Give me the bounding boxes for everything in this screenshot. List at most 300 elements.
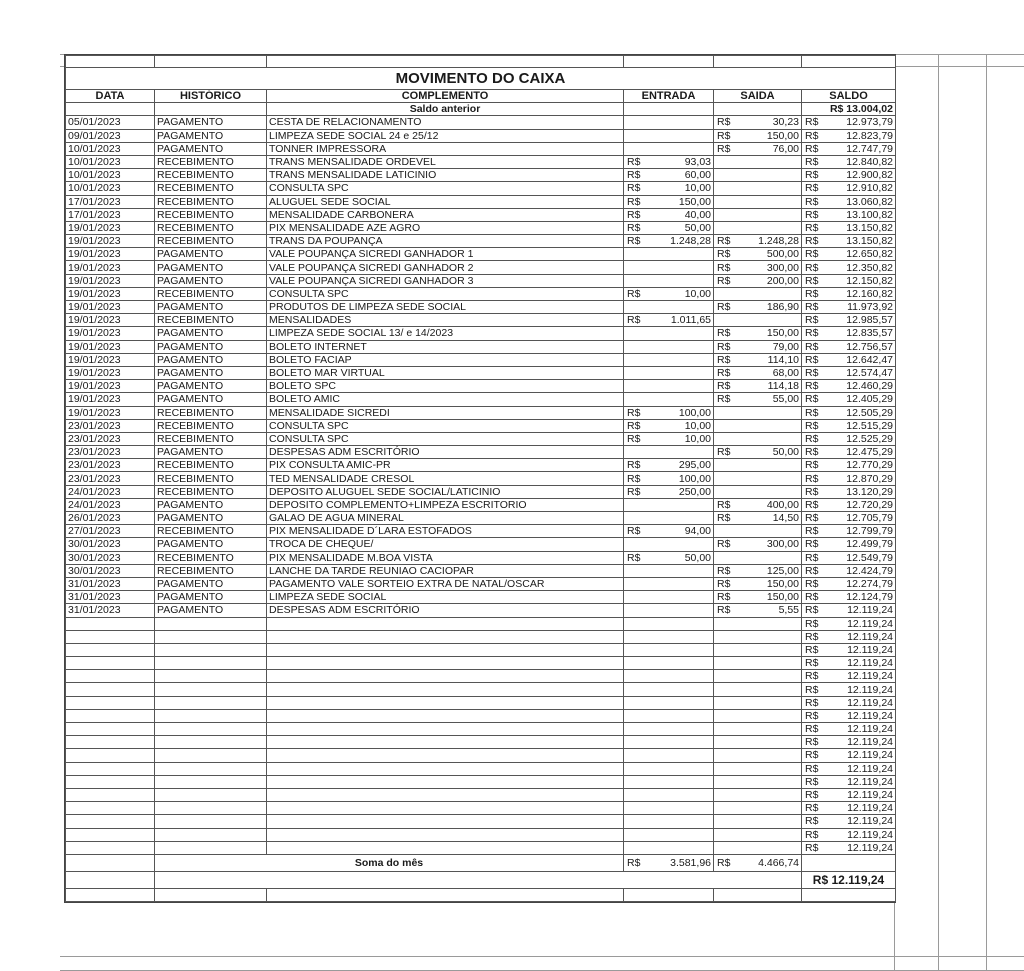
empty-row bbox=[66, 643, 896, 656]
empty-row-saldo-value: 12.119,24 bbox=[847, 762, 893, 775]
row-saldo-money bbox=[804, 341, 893, 353]
row-saldo-money bbox=[804, 248, 893, 260]
empty-row-saldo bbox=[802, 749, 896, 762]
row-saldo-money bbox=[804, 130, 893, 142]
row-entrada-money bbox=[626, 209, 711, 221]
row-entrada bbox=[624, 406, 714, 419]
row-entrada-value: 10,00 bbox=[684, 432, 711, 445]
row-date: 19/01/2023 bbox=[66, 366, 155, 379]
row-complemento: MENSALIDADE CARBONERA bbox=[267, 208, 624, 221]
row-saldo-money bbox=[804, 552, 893, 564]
table-row bbox=[66, 591, 896, 604]
row-historico: RECEBIMENTO bbox=[155, 169, 267, 182]
row-saldo-money bbox=[804, 591, 893, 603]
empty-cell bbox=[155, 709, 267, 722]
row-entrada-value: 1.011,65 bbox=[670, 314, 711, 327]
row-entrada-money bbox=[626, 525, 711, 537]
row-date: 19/01/2023 bbox=[66, 380, 155, 393]
empty-cell bbox=[66, 888, 155, 901]
row-complemento: LIMPEZA SEDE SOCIAL 13/ e 14/2023 bbox=[267, 327, 624, 340]
empty-cell bbox=[155, 723, 267, 736]
row-entrada-money bbox=[626, 196, 711, 208]
table-row bbox=[66, 498, 896, 511]
row-saldo-money bbox=[804, 235, 893, 247]
row-saldo-money bbox=[804, 209, 893, 221]
row-date: 10/01/2023 bbox=[66, 169, 155, 182]
currency-symbol: R$ bbox=[805, 604, 819, 617]
row-saldo bbox=[802, 195, 896, 208]
empty-cell bbox=[155, 749, 267, 762]
currency-symbol: R$ bbox=[717, 604, 731, 617]
empty-row-saldo bbox=[802, 657, 896, 670]
row-saldo bbox=[802, 472, 896, 485]
row-saldo-money bbox=[804, 446, 893, 458]
row-date: 23/01/2023 bbox=[66, 472, 155, 485]
row-complemento: PRODUTOS DE LIMPEZA SEDE SOCIAL bbox=[267, 301, 624, 314]
row-historico: PAGAMENTO bbox=[155, 393, 267, 406]
row-entrada-value: 10,00 bbox=[684, 287, 711, 300]
row-saida-money bbox=[716, 604, 799, 616]
empty-cell bbox=[714, 696, 802, 709]
empty-cell bbox=[267, 657, 624, 670]
row-historico: PAGAMENTO bbox=[155, 261, 267, 274]
row-saida-money bbox=[716, 499, 799, 511]
empty-row-saldo-money bbox=[804, 710, 893, 722]
currency-symbol: R$ bbox=[627, 208, 641, 221]
empty-cell bbox=[624, 643, 714, 656]
table-row bbox=[66, 353, 896, 366]
row-entrada bbox=[624, 551, 714, 564]
empty-cell bbox=[624, 709, 714, 722]
currency-symbol: R$ bbox=[805, 156, 819, 169]
currency-symbol: R$ bbox=[805, 314, 819, 327]
currency-symbol: R$ bbox=[805, 353, 819, 366]
empty-cell bbox=[714, 709, 802, 722]
empty-cell bbox=[714, 841, 802, 854]
currency-symbol: R$ bbox=[627, 156, 641, 169]
empty-cell bbox=[624, 775, 714, 788]
row-historico: RECEBIMENTO bbox=[155, 221, 267, 234]
empty-cell bbox=[714, 749, 802, 762]
row-saldo-value: 12.515,29 bbox=[846, 419, 893, 432]
empty-row-saldo-money bbox=[804, 815, 893, 827]
empty-cell bbox=[714, 828, 802, 841]
empty-row-saldo-money bbox=[804, 802, 893, 814]
empty-row-saldo-value: 12.119,24 bbox=[847, 643, 893, 656]
row-entrada bbox=[624, 419, 714, 432]
row-saldo-value: 12.770,29 bbox=[846, 459, 893, 472]
row-saldo-value: 12.499,79 bbox=[846, 538, 893, 551]
currency-symbol: R$ bbox=[805, 287, 819, 300]
row-complemento: CONSULTA SPC bbox=[267, 432, 624, 445]
row-saldo-value: 12.505,29 bbox=[846, 406, 893, 419]
table-row bbox=[66, 419, 896, 432]
row-saida bbox=[714, 248, 802, 261]
row-complemento: TRANS DA POUPANÇA bbox=[267, 235, 624, 248]
row-saldo bbox=[802, 182, 896, 195]
currency-symbol: R$ bbox=[805, 208, 819, 221]
row-saldo bbox=[802, 446, 896, 459]
empty-cell bbox=[714, 888, 802, 901]
row-entrada bbox=[624, 353, 714, 366]
empty-cell bbox=[155, 657, 267, 670]
row-entrada-value: 1.248,28 bbox=[670, 235, 711, 248]
row-saida-value: 5,55 bbox=[778, 604, 799, 617]
empty-row bbox=[66, 736, 896, 749]
row-date: 23/01/2023 bbox=[66, 419, 155, 432]
row-saldo-money bbox=[804, 354, 893, 366]
row-saldo-money bbox=[804, 380, 893, 392]
row-saldo-value: 12.525,29 bbox=[846, 432, 893, 445]
row-entrada bbox=[624, 221, 714, 234]
row-saldo-value: 12.475,29 bbox=[846, 446, 893, 459]
row-saida-value: 14,50 bbox=[772, 512, 799, 525]
final-saldo: R$ 12.119,24 bbox=[802, 871, 896, 888]
row-entrada bbox=[624, 340, 714, 353]
row-saldo-money bbox=[804, 407, 893, 419]
currency-symbol: R$ bbox=[805, 564, 819, 577]
empty-row-saldo-money bbox=[804, 829, 893, 841]
row-saida bbox=[714, 327, 802, 340]
row-saida bbox=[714, 353, 802, 366]
empty-cell bbox=[66, 657, 155, 670]
row-saldo-value: 12.424,79 bbox=[846, 564, 893, 577]
empty-row bbox=[66, 775, 896, 788]
row-saldo bbox=[802, 551, 896, 564]
totals-saida bbox=[714, 854, 802, 871]
row-entrada-money bbox=[626, 314, 711, 326]
empty-row-saldo-money bbox=[804, 644, 893, 656]
empty-row-saldo bbox=[802, 630, 896, 643]
row-complemento: CONSULTA SPC bbox=[267, 182, 624, 195]
row-historico: PAGAMENTO bbox=[155, 327, 267, 340]
table-row bbox=[66, 604, 896, 617]
row-saida-value: 30,23 bbox=[772, 116, 799, 129]
currency-symbol: R$ bbox=[627, 472, 641, 485]
row-historico: PAGAMENTO bbox=[155, 274, 267, 287]
row-saida bbox=[714, 340, 802, 353]
row-historico: PAGAMENTO bbox=[155, 340, 267, 353]
currency-symbol: R$ bbox=[627, 182, 641, 195]
currency-symbol: R$ bbox=[717, 116, 731, 129]
empty-row-saldo-money bbox=[804, 670, 893, 682]
row-historico: RECEBIMENTO bbox=[155, 314, 267, 327]
table-row bbox=[66, 432, 896, 445]
row-saida-value: 68,00 bbox=[772, 367, 799, 380]
empty-row-saldo bbox=[802, 762, 896, 775]
row-date: 17/01/2023 bbox=[66, 208, 155, 221]
row-entrada-value: 100,00 bbox=[678, 406, 711, 419]
header-data: DATA bbox=[66, 90, 155, 103]
empty-row-saldo-value: 12.119,24 bbox=[847, 749, 893, 762]
table-row bbox=[66, 116, 896, 129]
currency-symbol: R$ bbox=[627, 314, 641, 327]
currency-symbol: R$ bbox=[717, 340, 731, 353]
empty-cell bbox=[714, 657, 802, 670]
currency-symbol: R$ bbox=[717, 248, 731, 261]
row-saida-value: 300,00 bbox=[766, 538, 799, 551]
title-row bbox=[66, 68, 896, 90]
row-date: 23/01/2023 bbox=[66, 432, 155, 445]
currency-symbol: R$ bbox=[717, 393, 731, 406]
row-saida bbox=[714, 116, 802, 129]
row-entrada-money bbox=[626, 169, 711, 181]
row-saida-money bbox=[716, 367, 799, 379]
row-historico: PAGAMENTO bbox=[155, 116, 267, 129]
empty-cell bbox=[66, 802, 155, 815]
empty-row-saldo bbox=[802, 709, 896, 722]
empty-cell bbox=[624, 788, 714, 801]
row-saida-money bbox=[716, 512, 799, 524]
row-entrada-value: 94,00 bbox=[684, 525, 711, 538]
empty-cell bbox=[267, 828, 624, 841]
empty-row bbox=[66, 630, 896, 643]
row-saida-money bbox=[716, 327, 799, 339]
table-row bbox=[66, 129, 896, 142]
table-row bbox=[66, 274, 896, 287]
empty-cell bbox=[267, 670, 624, 683]
row-saida-value: 150,00 bbox=[766, 327, 799, 340]
row-saida-money bbox=[716, 130, 799, 142]
row-saida bbox=[714, 538, 802, 551]
row-saldo-value: 11.973,92 bbox=[847, 301, 893, 314]
empty-cell bbox=[66, 617, 155, 630]
currency-symbol: R$ bbox=[717, 380, 731, 393]
row-complemento: TED MENSALIDADE CRESOL bbox=[267, 472, 624, 485]
row-saida-value: 150,00 bbox=[766, 578, 799, 591]
row-saldo-value: 12.549,79 bbox=[846, 551, 893, 564]
row-historico: RECEBIMENTO bbox=[155, 551, 267, 564]
empty-cell bbox=[267, 815, 624, 828]
empty-cell bbox=[714, 630, 802, 643]
empty-row-saldo-money bbox=[804, 723, 893, 735]
currency-symbol: R$ bbox=[805, 261, 819, 274]
empty-cell bbox=[624, 657, 714, 670]
header-saida: SAIDA bbox=[714, 90, 802, 103]
table-row bbox=[66, 564, 896, 577]
empty-cell bbox=[624, 815, 714, 828]
row-saldo bbox=[802, 498, 896, 511]
empty-cell bbox=[66, 871, 155, 888]
row-saida bbox=[714, 142, 802, 155]
empty-row-saldo-value: 12.119,24 bbox=[847, 815, 893, 828]
currency-symbol: R$ bbox=[805, 446, 819, 459]
currency-symbol: R$ bbox=[805, 670, 819, 683]
row-date: 27/01/2023 bbox=[66, 525, 155, 538]
row-saldo-money bbox=[804, 486, 893, 498]
row-date: 19/01/2023 bbox=[66, 274, 155, 287]
row-historico: PAGAMENTO bbox=[155, 498, 267, 511]
row-complemento: VALE POUPANÇA SICREDI GANHADOR 1 bbox=[267, 248, 624, 261]
empty-row-saldo-value: 12.119,24 bbox=[847, 696, 893, 709]
row-entrada-value: 295,00 bbox=[678, 459, 711, 472]
row-saldo-value: 12.900,82 bbox=[846, 169, 893, 182]
table-row bbox=[66, 221, 896, 234]
row-saldo-value: 12.405,29 bbox=[846, 393, 893, 406]
row-saida-money bbox=[716, 538, 799, 550]
totals-entrada bbox=[624, 854, 714, 871]
row-saldo-value: 12.574,47 bbox=[846, 367, 893, 380]
empty-cell bbox=[267, 617, 624, 630]
empty-cell bbox=[624, 683, 714, 696]
saldo-anterior-row bbox=[66, 103, 896, 116]
row-complemento: PIX CONSULTA AMIC-PR bbox=[267, 459, 624, 472]
currency-symbol: R$ bbox=[805, 235, 819, 248]
row-complemento: DEPOSITO ALUGUEL SEDE SOCIAL/LATICINIO bbox=[267, 485, 624, 498]
row-saldo bbox=[802, 116, 896, 129]
currency-symbol: R$ bbox=[627, 235, 641, 248]
totals-saida-value: 4.466,74 bbox=[758, 856, 799, 869]
row-saida-money bbox=[716, 446, 799, 458]
row-saida-money bbox=[716, 301, 799, 313]
currency-symbol: R$ bbox=[627, 406, 641, 419]
table-row bbox=[66, 208, 896, 221]
row-saida bbox=[714, 472, 802, 485]
row-saida-value: 125,00 bbox=[766, 564, 799, 577]
row-historico: PAGAMENTO bbox=[155, 512, 267, 525]
empty-cell bbox=[714, 617, 802, 630]
row-entrada bbox=[624, 577, 714, 590]
table-row bbox=[66, 525, 896, 538]
empty-cell bbox=[802, 888, 896, 901]
currency-symbol: R$ bbox=[627, 856, 641, 869]
empty-cell bbox=[714, 723, 802, 736]
currency-symbol: R$ bbox=[805, 802, 819, 815]
row-historico: RECEBIMENTO bbox=[155, 472, 267, 485]
row-entrada-value: 50,00 bbox=[684, 551, 711, 564]
empty-cell bbox=[267, 643, 624, 656]
row-saida bbox=[714, 604, 802, 617]
row-saida bbox=[714, 498, 802, 511]
empty-row-saldo-value: 12.119,24 bbox=[847, 617, 893, 630]
row-saldo-money bbox=[804, 459, 893, 471]
row-entrada-money bbox=[626, 288, 711, 300]
empty-cell bbox=[267, 749, 624, 762]
row-entrada-money bbox=[626, 182, 711, 194]
row-entrada-money bbox=[626, 552, 711, 564]
row-historico: PAGAMENTO bbox=[155, 142, 267, 155]
row-saldo-value: 12.823,79 bbox=[846, 129, 893, 142]
empty-row-saldo-money bbox=[804, 618, 893, 630]
row-saldo bbox=[802, 287, 896, 300]
table-row bbox=[66, 406, 896, 419]
row-saldo-value: 12.119,24 bbox=[847, 604, 893, 617]
row-saldo-value: 13.150,82 bbox=[846, 221, 893, 234]
table-row bbox=[66, 340, 896, 353]
row-saida-value: 400,00 bbox=[766, 498, 799, 511]
currency-symbol: R$ bbox=[805, 432, 819, 445]
row-saida bbox=[714, 525, 802, 538]
sheet-title: MOVIMENTO DO CAIXA bbox=[66, 68, 896, 90]
row-saida bbox=[714, 577, 802, 590]
row-saldo-money bbox=[804, 288, 893, 300]
row-entrada bbox=[624, 235, 714, 248]
currency-symbol: R$ bbox=[717, 261, 731, 274]
row-saida-money bbox=[716, 393, 799, 405]
empty-cell bbox=[155, 828, 267, 841]
table-row bbox=[66, 301, 896, 314]
row-complemento: VALE POUPANÇA SICREDI GANHADOR 2 bbox=[267, 261, 624, 274]
row-entrada-money bbox=[626, 407, 711, 419]
table-row bbox=[66, 393, 896, 406]
row-saida bbox=[714, 274, 802, 287]
row-entrada bbox=[624, 591, 714, 604]
row-entrada bbox=[624, 498, 714, 511]
row-saldo-value: 12.650,82 bbox=[846, 248, 893, 261]
currency-symbol: R$ bbox=[717, 512, 731, 525]
currency-symbol: R$ bbox=[805, 169, 819, 182]
empty-cell bbox=[267, 723, 624, 736]
table-row bbox=[66, 195, 896, 208]
currency-symbol: R$ bbox=[805, 498, 819, 511]
row-complemento: PIX MENSALIDADE M.BOA VISTA bbox=[267, 551, 624, 564]
row-saida bbox=[714, 221, 802, 234]
row-saldo bbox=[802, 235, 896, 248]
saldo-anterior-value: R$ 13.004,02 bbox=[802, 103, 896, 116]
totals-entrada-money bbox=[626, 855, 711, 871]
empty-cell bbox=[155, 871, 802, 888]
currency-symbol: R$ bbox=[717, 301, 731, 314]
row-entrada bbox=[624, 169, 714, 182]
currency-symbol: R$ bbox=[805, 578, 819, 591]
row-saldo-money bbox=[804, 473, 893, 485]
row-entrada bbox=[624, 393, 714, 406]
row-saldo-value: 12.705,79 bbox=[846, 512, 893, 525]
empty-cell bbox=[267, 630, 624, 643]
row-date: 09/01/2023 bbox=[66, 129, 155, 142]
row-historico: RECEBIMENTO bbox=[155, 235, 267, 248]
currency-symbol: R$ bbox=[717, 327, 731, 340]
row-historico: RECEBIMENTO bbox=[155, 564, 267, 577]
row-saldo bbox=[802, 221, 896, 234]
currency-symbol: R$ bbox=[805, 459, 819, 472]
empty-row-saldo bbox=[802, 775, 896, 788]
empty-cell bbox=[624, 762, 714, 775]
row-saldo bbox=[802, 432, 896, 445]
empty-row bbox=[66, 696, 896, 709]
empty-row bbox=[66, 802, 896, 815]
row-entrada-money bbox=[626, 222, 711, 234]
row-date: 23/01/2023 bbox=[66, 459, 155, 472]
table-row bbox=[66, 235, 896, 248]
currency-symbol: R$ bbox=[717, 578, 731, 591]
empty-row-saldo-money bbox=[804, 749, 893, 761]
empty-row bbox=[66, 749, 896, 762]
row-entrada bbox=[624, 142, 714, 155]
table-row bbox=[66, 538, 896, 551]
row-saldo-value: 13.150,82 bbox=[846, 235, 893, 248]
currency-symbol: R$ bbox=[717, 235, 731, 248]
empty-row bbox=[66, 723, 896, 736]
row-saida bbox=[714, 129, 802, 142]
row-complemento: BOLETO FACIAP bbox=[267, 353, 624, 366]
empty-cell bbox=[66, 828, 155, 841]
empty-cell bbox=[624, 670, 714, 683]
row-saldo bbox=[802, 577, 896, 590]
empty-cell bbox=[267, 696, 624, 709]
empty-row-saldo-value: 12.119,24 bbox=[847, 736, 893, 749]
currency-symbol: R$ bbox=[805, 406, 819, 419]
empty-cell bbox=[624, 802, 714, 815]
currency-symbol: R$ bbox=[805, 274, 819, 287]
row-entrada bbox=[624, 485, 714, 498]
row-entrada bbox=[624, 155, 714, 168]
empty-row bbox=[66, 683, 896, 696]
row-historico: PAGAMENTO bbox=[155, 577, 267, 590]
row-entrada bbox=[624, 564, 714, 577]
empty-row bbox=[66, 828, 896, 841]
row-entrada bbox=[624, 116, 714, 129]
